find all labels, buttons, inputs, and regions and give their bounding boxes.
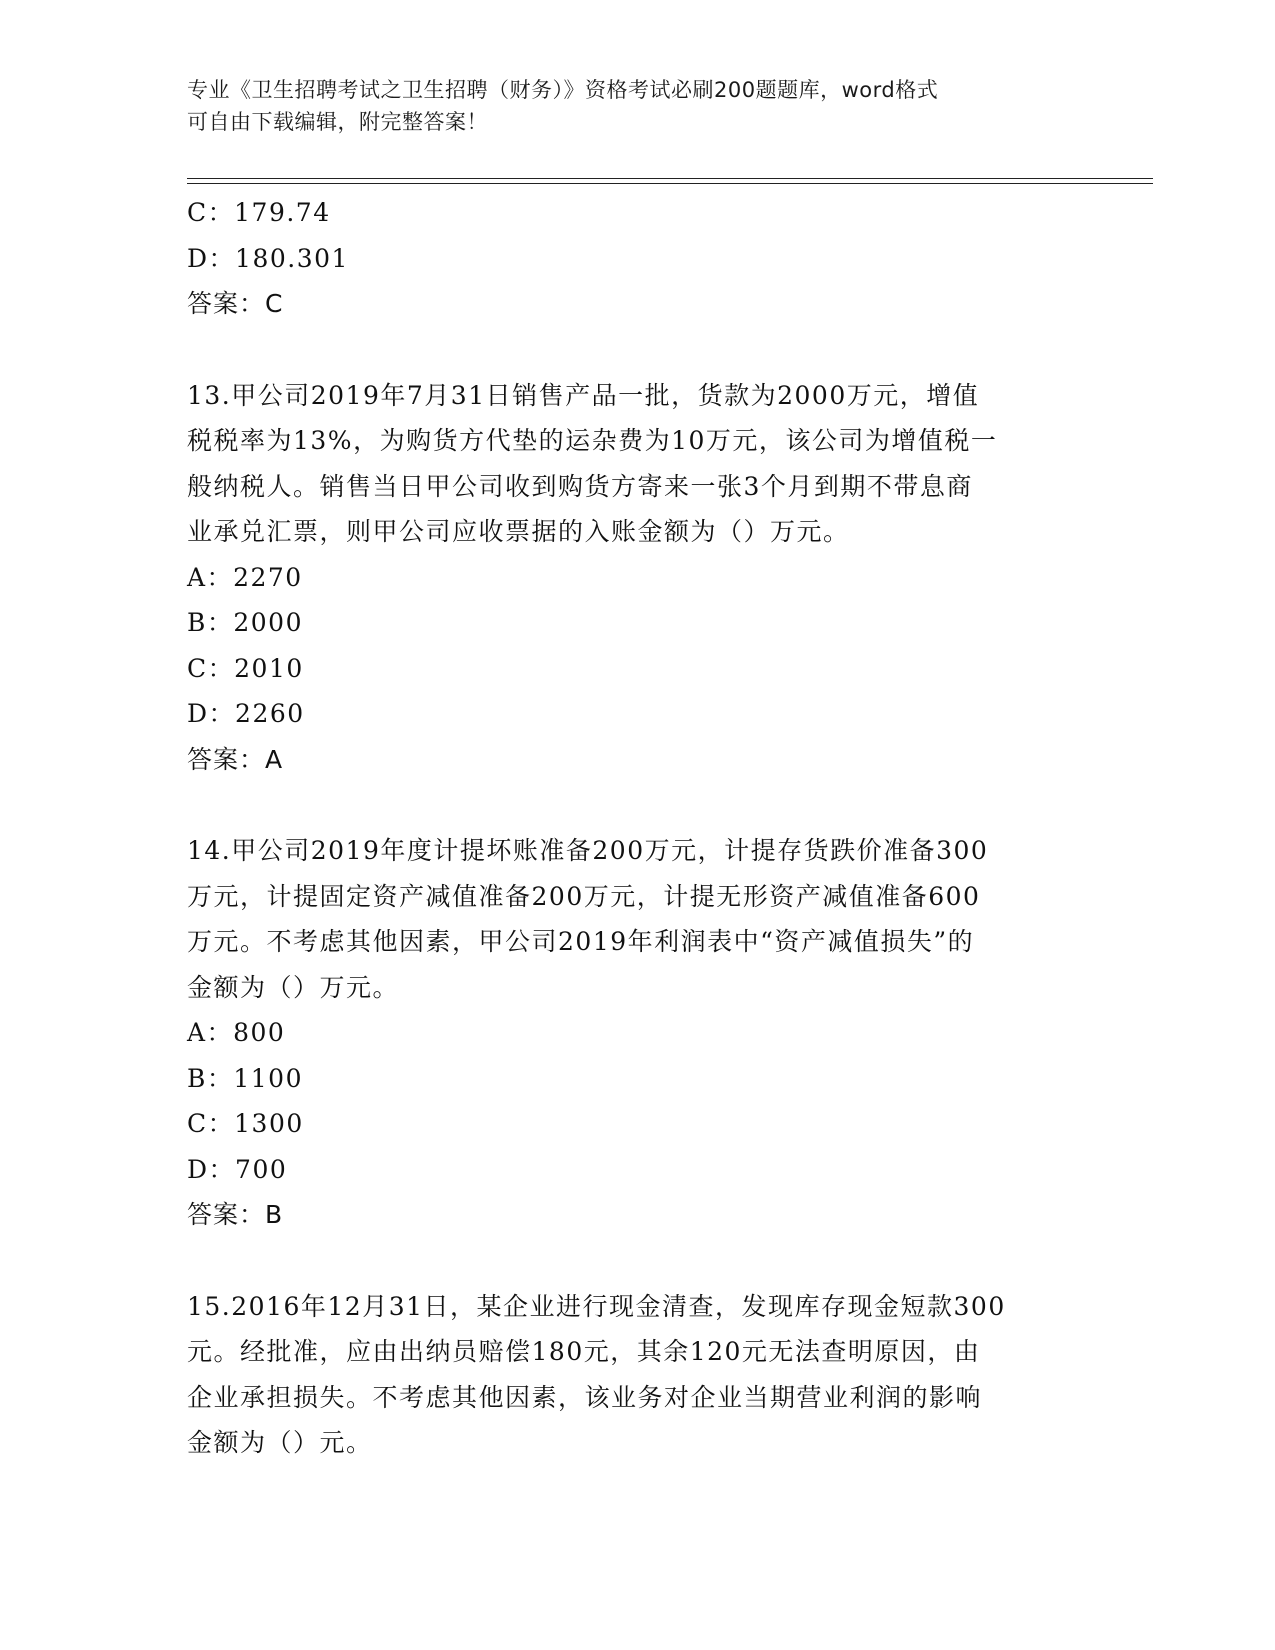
- question-text-line: 业承兑汇票，则甲公司应收票据的入账金额为（）万元。: [187, 517, 850, 546]
- answer-line: 答案：A: [187, 744, 284, 774]
- document-body: [187, 190, 1087, 1466]
- option-b: [187, 1056, 1087, 1102]
- option-letter: D：: [187, 243, 236, 273]
- question-text-line: 税税率为13%，为购货方代垫的运杂费为10万元，该公司为增值税一: [187, 426, 998, 455]
- option-a: [187, 1010, 1087, 1056]
- option-d: [187, 691, 1087, 737]
- answer-line: 答案：C: [187, 289, 284, 318]
- question-15: [187, 1284, 1087, 1466]
- header-divider-top: [187, 178, 1153, 179]
- option-letter: B：: [187, 1063, 234, 1093]
- question-14: [187, 828, 1087, 1238]
- question-text-line: 般纳税人。销售当日甲公司收到购货方寄来一张3个月到期不带息商: [187, 471, 973, 501]
- option-letter: D：: [187, 699, 236, 728]
- header-line-2: 可自由下载编辑，附完整答案！: [187, 110, 488, 134]
- header-divider-bottom: [187, 183, 1153, 184]
- document-header: [187, 74, 1067, 138]
- spacer: [187, 1238, 1087, 1284]
- option-text: 2260: [235, 699, 305, 728]
- option-d: [187, 236, 1087, 282]
- option-c: [187, 646, 1087, 692]
- option-text: 2270: [233, 562, 303, 592]
- option-text: 180.301: [235, 243, 349, 273]
- answer-line: 答案：B: [187, 1200, 284, 1229]
- option-letter: D：: [187, 1154, 236, 1184]
- option-letter: C：: [187, 653, 235, 683]
- option-text: 800: [233, 1018, 286, 1047]
- question-text-line: 万元。不考虑其他因素，甲公司2019年利润表中“资产减值损失”的: [187, 927, 975, 956]
- option-b: [187, 600, 1087, 646]
- question-13: [187, 373, 1087, 783]
- header-line-1: 专业《卫生招聘考试之卫生招聘（财务）》资格考试必刷200题题库，word格式: [187, 78, 939, 102]
- spacer: [187, 327, 1087, 373]
- question-text-line: 金额为（）万元。: [187, 972, 400, 1002]
- option-text: 179.74: [234, 198, 331, 227]
- option-text: 2010: [234, 653, 304, 683]
- question-text-line: 15.2016年12月31日，某企业进行现金清查，发现库存现金短款300: [187, 1291, 1006, 1321]
- question-text-line: 14.甲公司2019年度计提坏账准备200万元，计提存货跌价准备300: [187, 836, 989, 865]
- option-a: [187, 555, 1087, 601]
- question-12-tail: [187, 190, 1087, 327]
- option-c: [187, 190, 1087, 236]
- option-letter: A：: [187, 1018, 234, 1047]
- option-d: [187, 1147, 1087, 1193]
- option-text: 2000: [233, 608, 303, 637]
- question-text-line: 企业承担损失。不考虑其他因素，该业务对企业当期营业利润的影响: [187, 1382, 983, 1412]
- spacer: [187, 782, 1087, 828]
- option-text: 1100: [233, 1063, 303, 1093]
- option-letter: B：: [187, 608, 234, 637]
- option-letter: A：: [187, 562, 234, 592]
- option-letter: C：: [187, 1109, 235, 1138]
- question-text-line: 元。经批准，应由出纳员赔偿180元，其余120元无法查明原因，由: [187, 1337, 981, 1366]
- question-text-line: 13.甲公司2019年7月31日销售产品一批，货款为2000万元，增值: [187, 380, 980, 410]
- option-text: 700: [235, 1154, 288, 1184]
- option-letter: C：: [187, 198, 235, 227]
- option-text: 1300: [234, 1109, 304, 1138]
- option-c: [187, 1101, 1087, 1147]
- question-text-line: 金额为（）元。: [187, 1428, 373, 1457]
- question-text-line: 万元，计提固定资产减值准备200万元，计提无形资产减值准备600: [187, 881, 981, 911]
